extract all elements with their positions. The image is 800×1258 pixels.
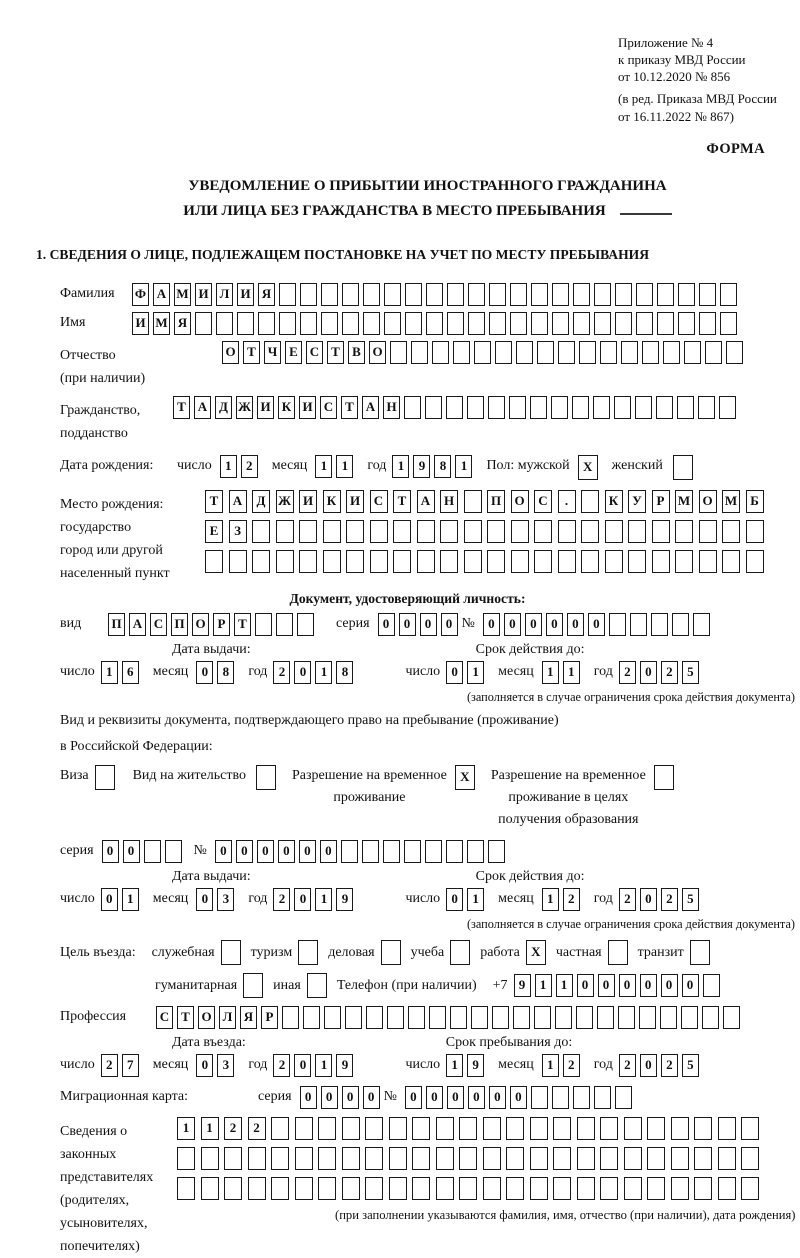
residence-doc-series-row bbox=[60, 840, 795, 863]
residence-valid-month[interactable]: 1 2 bbox=[542, 888, 584, 911]
purpose-humanitarian-checkbox[interactable] bbox=[243, 973, 263, 998]
birth-date-row bbox=[60, 455, 795, 480]
representatives-line3[interactable] bbox=[177, 1177, 765, 1200]
title-blank-underline bbox=[620, 200, 672, 215]
year-label: год bbox=[593, 891, 613, 907]
month-label: месяц bbox=[498, 664, 534, 680]
purpose-transit-checkbox[interactable] bbox=[690, 940, 710, 965]
citizenship-label: Гражданство, подданство bbox=[60, 403, 141, 442]
purpose-official-checkbox[interactable] bbox=[221, 940, 241, 965]
appendix-line: от 10.12.2020 № 856 bbox=[618, 69, 731, 85]
sex-male-label: Пол: мужской bbox=[486, 458, 570, 474]
month-label: месяц bbox=[498, 1057, 534, 1073]
year-label: год bbox=[248, 1057, 268, 1073]
visa-label: Виза bbox=[60, 768, 89, 784]
residence-doc-line2: в Российской Федерации: bbox=[60, 739, 213, 755]
doc-type-cells[interactable]: П А С П О Р Т bbox=[108, 613, 318, 636]
stay-until-heading: Срок пребывания до: bbox=[445, 1035, 573, 1051]
residence-number-cells[interactable]: 0 0 0 0 0 0 bbox=[215, 840, 509, 863]
sex-female-checkbox[interactable] bbox=[673, 455, 693, 480]
form-label: ФОРМА bbox=[706, 140, 765, 157]
birth-place-line1[interactable]: Т А Д Ж И К И С Т А Н П О С . К У Р М О М Б bbox=[205, 490, 769, 513]
appendix-line: к приказу МВД России bbox=[618, 52, 746, 68]
day-label: число bbox=[60, 891, 95, 907]
year-label: год bbox=[248, 664, 268, 680]
purpose-official-label: служебная bbox=[151, 944, 215, 960]
doc-issue-month[interactable]: 0 8 bbox=[196, 661, 238, 684]
appendix-block bbox=[618, 34, 795, 125]
given-name-row bbox=[60, 312, 795, 335]
year-label: год bbox=[367, 458, 387, 474]
residence-doc-line1: Вид и реквизиты документа, подтверждающего право на пребывание (проживание) bbox=[60, 713, 559, 729]
doc-series-cells[interactable]: 0 0 0 0 bbox=[378, 613, 462, 636]
representatives-cells bbox=[177, 1117, 795, 1223]
purpose-business-label: деловая bbox=[328, 944, 375, 960]
purpose-humanitarian-label: гуманитарная bbox=[155, 977, 238, 993]
doc-valid-year[interactable]: 2 0 2 5 bbox=[619, 661, 703, 684]
entry-purpose-row bbox=[60, 940, 795, 965]
surname-row bbox=[60, 283, 795, 306]
section1-heading: 1. СВЕДЕНИЯ О ЛИЦЕ, ПОДЛЕЖАЩЕМ ПОСТАНОВКЕ НА УЧЕТ ПО МЕСТУ ПРЕБЫВАНИЯ bbox=[36, 247, 650, 263]
form-title bbox=[60, 174, 795, 224]
birth-date-label: Дата рождения: bbox=[60, 458, 154, 474]
profession-label: Профессия bbox=[60, 1009, 127, 1025]
migration-card-row bbox=[60, 1086, 795, 1109]
year-label: год bbox=[593, 664, 613, 680]
series-label: серия bbox=[60, 843, 94, 859]
representatives-row bbox=[60, 1117, 795, 1258]
amendment-line: от 16.11.2022 № 867) bbox=[618, 108, 735, 124]
series-label: серия bbox=[258, 1089, 292, 1105]
temp-residence-edu-label: Разрешение на временное проживание в целях получения образования bbox=[490, 768, 646, 827]
day-label: число bbox=[405, 891, 441, 907]
doc-series-label: серия bbox=[336, 616, 370, 632]
surname-cells[interactable]: Ф А М И Л И Я bbox=[132, 283, 741, 306]
birth-place-label: Место рождения: государство город или другой населенный пункт bbox=[60, 497, 170, 582]
residence-valid-day[interactable]: 0 1 bbox=[446, 888, 488, 911]
purpose-transit-label: транзит bbox=[637, 944, 684, 960]
citizenship-cells[interactable]: Т А Д Ж И К И С Т А Н bbox=[173, 396, 740, 419]
number-label: № bbox=[193, 843, 207, 859]
citizenship-row bbox=[60, 396, 795, 445]
purpose-other-label: иная bbox=[273, 977, 301, 993]
given-name-label: Имя bbox=[60, 315, 86, 331]
birth-day-cells[interactable]: 1 2 bbox=[220, 455, 262, 478]
birth-place-line2[interactable]: Е З bbox=[205, 520, 769, 543]
day-label: число bbox=[405, 1057, 441, 1073]
doc-valid-month[interactable]: 1 1 bbox=[542, 661, 584, 684]
profession-cells[interactable]: С Т О Л Я Р bbox=[156, 1006, 744, 1029]
purpose-tourism-checkbox[interactable] bbox=[298, 940, 318, 965]
representatives-label: Сведения о законных представителях (родителях, усыновителях, попечителях) bbox=[60, 1124, 154, 1255]
representatives-line2[interactable] bbox=[177, 1147, 765, 1170]
purpose-label: Цель въезда: bbox=[60, 944, 136, 960]
entry-month[interactable]: 0 3 bbox=[196, 1054, 238, 1077]
valid-until-heading: Срок действия до: bbox=[475, 869, 585, 885]
appendix-line: Приложение № 4 bbox=[618, 35, 714, 50]
day-label: число bbox=[177, 458, 212, 474]
purpose-work-label: работа bbox=[480, 944, 520, 960]
valid-until-heading: Срок действия до: bbox=[475, 642, 585, 658]
issue-date-heading: Дата выдачи: bbox=[172, 869, 251, 885]
entry-day[interactable]: 2 7 bbox=[101, 1054, 143, 1077]
residence-issue-day[interactable]: 0 1 bbox=[101, 888, 143, 911]
birth-place-line3[interactable] bbox=[205, 550, 769, 573]
entry-dates-row bbox=[60, 1054, 795, 1077]
entry-year[interactable]: 2 0 1 9 bbox=[273, 1054, 357, 1077]
residence-doc-options-row bbox=[60, 765, 795, 830]
purpose-study-checkbox[interactable] bbox=[450, 940, 470, 965]
phone-label: Телефон (при наличии) bbox=[336, 977, 477, 993]
purpose-business-checkbox[interactable] bbox=[381, 940, 401, 965]
purpose-private-checkbox[interactable] bbox=[608, 940, 628, 965]
residence-doc-dates-row bbox=[60, 888, 795, 911]
temp-residence-checkbox[interactable]: X bbox=[455, 765, 475, 790]
doc-type-label: вид bbox=[60, 616, 82, 632]
representatives-line1[interactable]: 1 1 2 2 bbox=[177, 1117, 765, 1140]
birth-month-cells[interactable]: 1 1 bbox=[315, 455, 357, 478]
month-label: месяц bbox=[152, 664, 189, 680]
patronymic-label: Отчество (при наличии) bbox=[60, 348, 146, 387]
month-label: месяц bbox=[152, 891, 189, 907]
temp-residence-edu-checkbox[interactable] bbox=[654, 765, 674, 790]
purpose-tourism-label: туризм bbox=[250, 944, 293, 960]
identity-doc-dates-headings bbox=[60, 642, 795, 658]
purpose-study-label: учеба bbox=[410, 944, 445, 960]
doc-number-label: № bbox=[461, 616, 475, 632]
sex-female-label: женский bbox=[611, 458, 663, 474]
year-label: год bbox=[248, 891, 268, 907]
residence-permit-label: Вид на жительство bbox=[132, 768, 246, 784]
phone-prefix: +7 bbox=[492, 977, 508, 993]
residence-permit-checkbox[interactable] bbox=[256, 765, 276, 790]
migration-card-label: Миграционная карта: bbox=[60, 1089, 189, 1105]
day-label: число bbox=[60, 1057, 95, 1073]
entry-purpose-row2 bbox=[155, 973, 795, 998]
profession-row bbox=[60, 1006, 795, 1029]
entry-date-heading: Дата въезда: bbox=[172, 1035, 246, 1051]
identity-doc-heading: Документ, удостоверяющий личность: bbox=[289, 591, 526, 607]
issue-date-heading: Дата выдачи: bbox=[172, 642, 251, 658]
doc-valid-day[interactable]: 0 1 bbox=[446, 661, 488, 684]
residence-valid-year[interactable]: 2 0 2 5 bbox=[619, 888, 703, 911]
day-label: число bbox=[60, 664, 95, 680]
patronymic-row bbox=[60, 341, 795, 390]
doc-number-cells[interactable]: 0 0 0 0 0 0 bbox=[483, 613, 714, 636]
month-label: месяц bbox=[152, 1057, 189, 1073]
validity-note: (заполняется в случае ограничения срока действия документа) bbox=[466, 690, 795, 705]
form-title-line2: ИЛИ ЛИЦА БЕЗ ГРАЖДАНСТВА В МЕСТО ПРЕБЫВАНИЯ bbox=[60, 199, 795, 224]
doc-issue-year[interactable]: 2 0 1 8 bbox=[273, 661, 357, 684]
migration-number-cells[interactable]: 0 0 0 0 0 0 bbox=[405, 1086, 636, 1109]
doc-issue-day[interactable]: 1 6 bbox=[101, 661, 143, 684]
amendment-line: (в ред. Приказа МВД России bbox=[618, 91, 777, 107]
form-title-line1: УВЕДОМЛЕНИЕ О ПРИБЫТИИ ИНОСТРАННОГО ГРАЖДАНИНА bbox=[188, 177, 667, 194]
stay-day[interactable]: 1 9 bbox=[446, 1054, 488, 1077]
residence-series-cells[interactable]: 0 0 bbox=[102, 840, 186, 863]
purpose-other-checkbox[interactable] bbox=[307, 973, 327, 998]
stay-month[interactable]: 1 2 bbox=[542, 1054, 584, 1077]
validity-note: (заполняется в случае ограничения срока действия документа) bbox=[466, 917, 795, 932]
purpose-private-label: частная bbox=[555, 944, 602, 960]
representatives-note: (при заполнении указываются фамилия, имя, отчество (при наличии), дата рождения) bbox=[335, 1208, 796, 1223]
month-label: месяц bbox=[271, 458, 308, 474]
visa-checkbox[interactable] bbox=[95, 765, 115, 790]
identity-doc-row bbox=[60, 613, 795, 636]
birth-place-row bbox=[60, 490, 795, 585]
surname-label: Фамилия bbox=[60, 286, 115, 302]
residence-issue-month[interactable]: 0 3 bbox=[196, 888, 238, 911]
year-label: год bbox=[593, 1057, 613, 1073]
purpose-work-checkbox[interactable]: X bbox=[526, 940, 546, 965]
residence-doc-dates-headings bbox=[60, 869, 795, 885]
sex-male-checkbox[interactable]: X bbox=[578, 455, 598, 480]
residence-issue-year[interactable]: 2 0 1 9 bbox=[273, 888, 357, 911]
entry-dates-headings bbox=[60, 1035, 795, 1051]
migration-series-cells[interactable]: 0 0 0 0 bbox=[300, 1086, 384, 1109]
number-label: № bbox=[383, 1089, 397, 1105]
temp-residence-label: Разрешение на временное проживание bbox=[291, 768, 447, 805]
identity-doc-dates-row bbox=[60, 661, 795, 684]
stay-year[interactable]: 2 0 2 5 bbox=[619, 1054, 703, 1077]
birth-year-cells[interactable]: 1 9 8 1 bbox=[392, 455, 476, 478]
day-label: число bbox=[405, 664, 441, 680]
birth-place-cells bbox=[205, 490, 769, 580]
phone-cells[interactable]: 9 1 1 0 0 0 0 0 0 bbox=[514, 974, 724, 997]
given-name-cells[interactable]: И М Я bbox=[132, 312, 741, 335]
month-label: месяц bbox=[498, 891, 534, 907]
patronymic-cells[interactable]: О Т Ч Е С Т В О bbox=[222, 341, 747, 364]
